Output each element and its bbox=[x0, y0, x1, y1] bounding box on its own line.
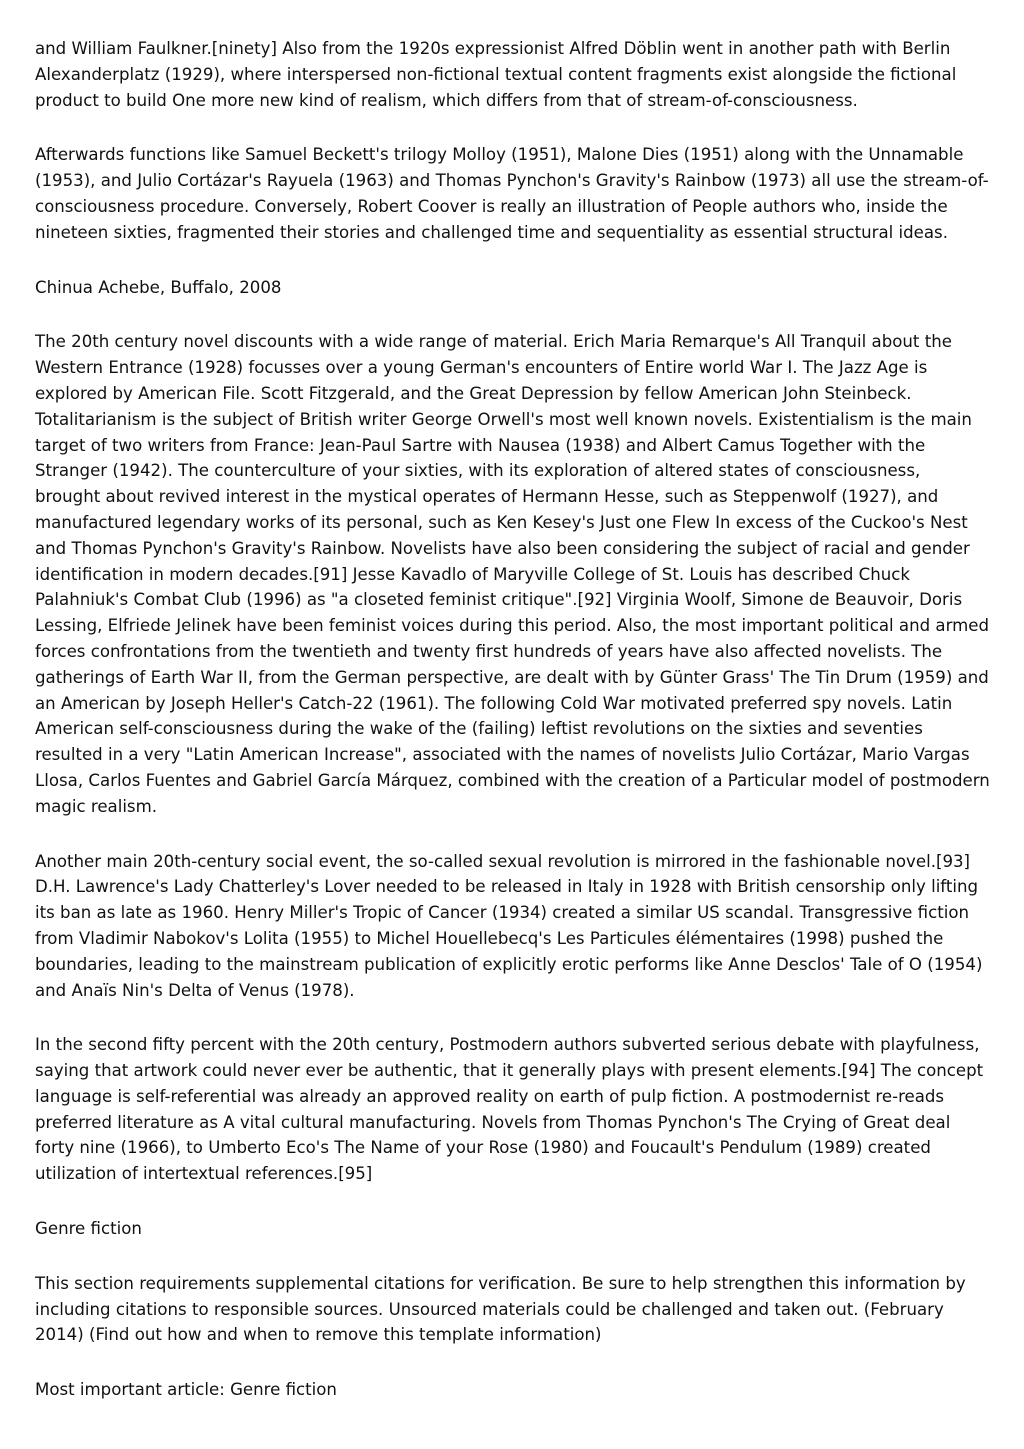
citation-notice: This section requirements supplemental citations for verification. Be sure to help strengthen this information by including citations to responsible sources. Unsourced materials could be challenged and taken out. (February 2014) (Find out how and when to remove this template information) bbox=[35, 1273, 966, 1345]
paragraph-sexual-revolution: Another main 20th-century social event, the so-called sexual revolution is mirrored in the fashionable novel.[93] D.H. Lawrence's Lady Chatterley's Lover needed to be released in Italy in 1928 with British censorship only lifting its ban as late as 1960. Henry Miller's Tropic of Cancer (1934) created a similar US scandal. Transgressive fiction from Vladimir Nabokov's Lolita (1955) to Michel Houellebecq's Les Particules élémentaires (1998) pushed the boundaries, leading to the mainstream publication of explicitly erotic performs like Anne Desclos' Tale of O (1954) and Anaïs Nin's Delta of Venus (1978). bbox=[35, 851, 983, 1000]
paragraph-later-works: Afterwards functions like Samuel Beckett's trilogy Molloy (1951), Malone Dies (1951) along with the Unnamable (1953), and Julio Cortázar's Rayuela (1963) and Thomas Pynchon's Gravity's Rainbow (1973) all use the stream-of-consciousness procedure. Conversely, Robert Coover is really an illustration of People authors who, inside the nineteen sixties, fragmented their stories and challenged time and sequentiality as essential structural ideas. bbox=[35, 145, 989, 242]
paragraph-postmodern: In the second fifty percent with the 20th century, Postmodern authors subverted serious debate with playfulness, saying that artwork could never ever be authentic, that it generally plays with present elements.[94] The concept language is self-referential was already an approved reality on earth of pulp fiction. A postmodernist re-reads preferred literature as A vital cultural manufacturing. Novels from Thomas Pynchon's The Crying of Great deal forty nine (1966), to Umberto Eco's The Name of your Rose (1980) and Foucault's Pendulum (1989) created utilization of intertextual references.[95] bbox=[35, 1035, 984, 1184]
section-heading-genre-fiction: Genre fiction bbox=[35, 1219, 142, 1239]
paragraph-20th-century-subjects: The 20th century novel discounts with a wide range of material. Erich Maria Remarque's All Tranquil about the Western Entrance (1928) focusses over a young German's encounters of Entire world War I. The Jazz Age is explored by American File. Scott Fitzgerald, and the Great Depression by fellow American John Steinbeck. Totalitarianism is the subject of British writer George Orwell's most well known novels. Existentialism is the main target of two writers from France: Jean-Paul Sartre with Nausea (1938) and Albert Camus Together with the Stranger (1942). The counterculture of your sixties, with its exploration of altered states of consciousness, brought about revived interest in the mystical operates of Hermann Hesse, such as Steppenwolf (1927), and manufactured legendary works of its personal, such as Ken Kesey's Just one Flew In excess of the Cuckoo's Nest and Thomas Pynchon's Gravity's Rainbow. Novelists have also been considering the subject of racial and gender identification in modern decades.[91] Jesse Kavadlo of Maryville College of St. Louis has described Chuck Palahniuk's Combat Club (1996) as "a closeted feminist critique".[92] Virginia Woolf, Simone de Beauvoir, Doris Lessing, Elfriede Jelinek have been feminist voices during this period. Also, the most important political and armed forces confrontations from the twentieth and twenty first hundreds of years have also affected novelists. The gatherings of Earth War II, from the German perspective, are dealt with by Günter Grass' The Tin Drum (1959) and an American by Joseph Heller's Catch-22 (1961). The following Cold War motivated preferred spy novels. Latin American self-consciousness during the wake of the (failing) leftist revolutions on the sixties and seventies resulted in a very "Latin American Increase", associated with the names of novelists Julio Cortázar, Mario Vargas Llosa, Carlos Fuentes and Gabriel García Márquez, combined with the creation of a Particular model of postmodern magic realism. bbox=[35, 332, 990, 816]
image-caption-achebe: Chinua Achebe, Buffalo, 2008 bbox=[35, 277, 282, 297]
main-article-note: Most important article: Genre fiction bbox=[35, 1380, 337, 1400]
paragraph-stream-of-consciousness-doblin: and William Faulkner.[ninety] Also from the 1920s expressionist Alfred Döblin went in another path with Berlin Alexanderplatz (1929), where interspersed non-fictional textual content fragments exist alongside the fictional product to build One more new kind of realism, which differs from that of stream-of-consciousness. bbox=[35, 39, 957, 110]
